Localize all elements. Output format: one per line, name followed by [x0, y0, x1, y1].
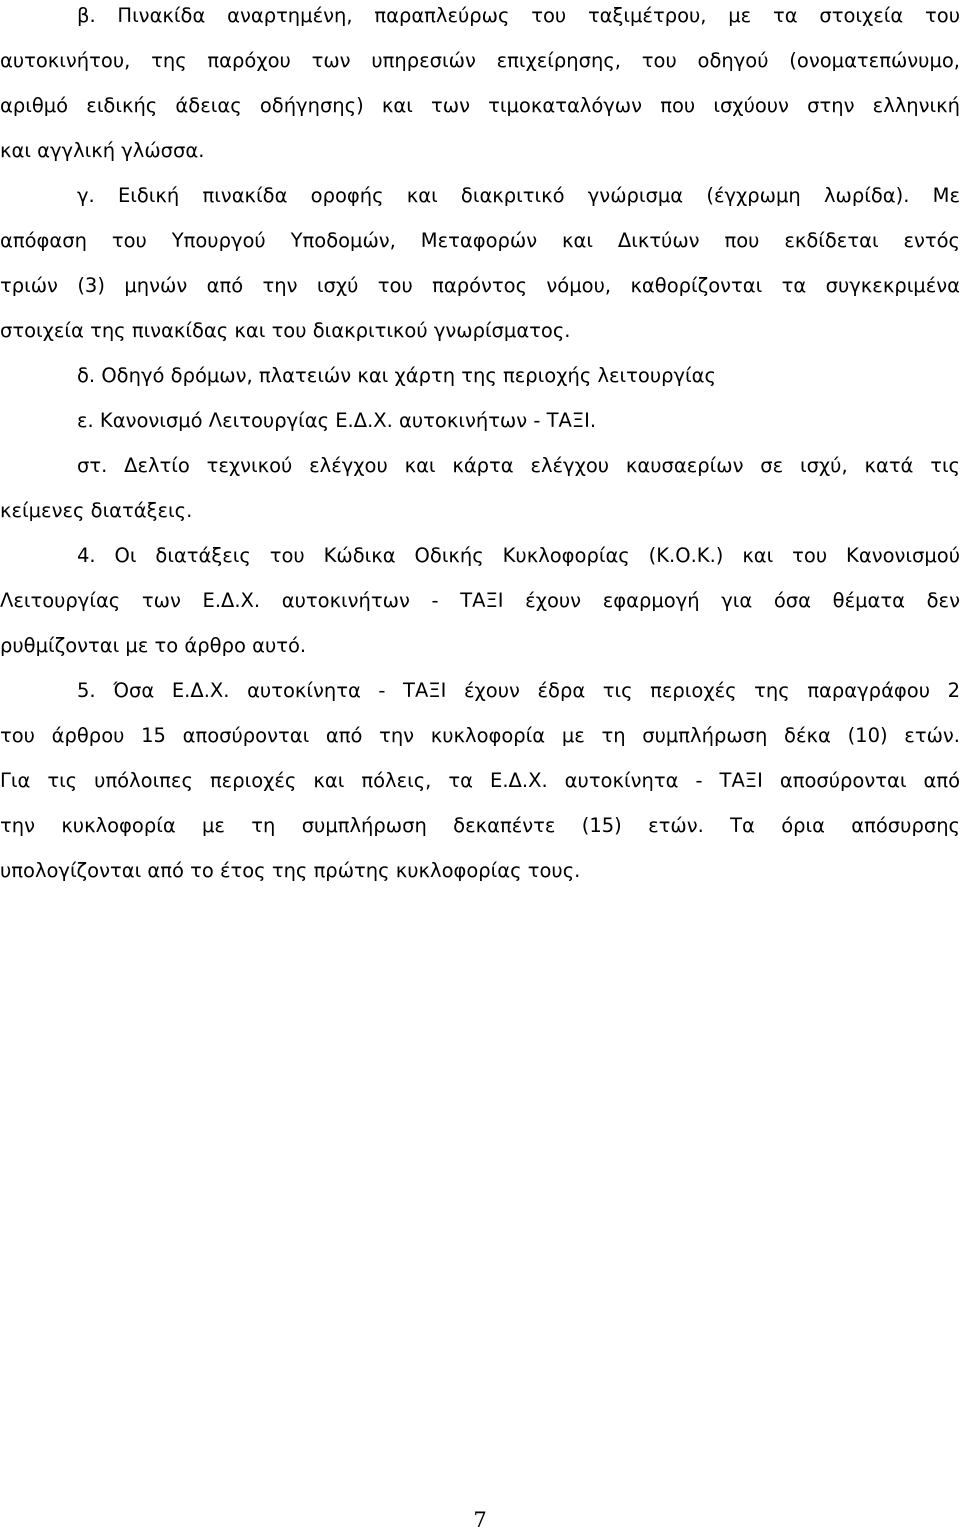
text-line: γ. Ειδική πινακίδα οροφής και διακριτικό γνώρισμα (έγχρωμη λωρίδα). Με — [77, 184, 960, 207]
text-line: ρυθμίζονται με το άρθρο αυτό. — [0, 634, 307, 657]
text-line: αριθμό ειδικής άδειας οδήγησης) και των τιμοκαταλόγων που ισχύουν στην ελληνική — [0, 94, 960, 117]
text-line: 5. Όσα Ε.Δ.Χ. αυτοκίνητα - ΤΑΞΙ έχουν έδρα τις περιοχές της παραγράφου 2 — [77, 679, 960, 702]
text-line: στ. Δελτίο τεχνικού ελέγχου και κάρτα ελέγχου καυσαερίων σε ισχύ, κατά τις — [77, 454, 960, 477]
text-line: ε. Κανονισμό Λειτουργίας Ε.Δ.Χ. αυτοκινήτων - ΤΑΞΙ. — [77, 409, 597, 432]
text-line: και αγγλική γλώσσα. — [0, 139, 205, 162]
text-line: β. Πινακίδα αναρτημένη, παραπλεύρως του ταξιμέτρου, με τα στοιχεία του — [77, 4, 960, 27]
text-line: υπολογίζονται από το έτος της πρώτης κυκλοφορίας τους. — [0, 859, 581, 882]
text-line: τριών (3) μηνών από την ισχύ του παρόντος νόμου, καθορίζονται τα συγκεκριμένα — [0, 274, 960, 297]
text-line: Λειτουργίας των Ε.Δ.Χ. αυτοκινήτων - ΤΑΞΙ έχουν εφαρμογή για όσα θέματα δεν — [0, 589, 960, 612]
text-line: κείμενες διατάξεις. — [0, 499, 193, 522]
text-line: απόφαση του Υπουργού Υποδομών, Μεταφορών και Δικτύων που εκδίδεται εντός — [0, 229, 960, 252]
page-number: 7 — [473, 1508, 487, 1532]
text-line: στοιχεία της πινακίδας και του διακριτικού γνωρίσματος. — [0, 319, 571, 342]
text-line: του άρθρου 15 αποσύρονται από την κυκλοφορία με τη συμπλήρωση δέκα (10) ετών. — [0, 724, 960, 747]
text-line: αυτοκινήτου, της παρόχου των υπηρεσιών επιχείρησης, του οδηγού (ονοματεπώνυμο, — [0, 49, 960, 72]
text-line: δ. Οδηγό δρόμων, πλατειών και χάρτη της περιοχής λειτουργίας — [77, 364, 716, 387]
text-line: την κυκλοφορία με τη συμπλήρωση δεκαπέντε (15) ετών. Τα όρια απόσυρσης — [0, 814, 960, 837]
text-line: Για τις υπόλοιπες περιοχές και πόλεις, τα Ε.Δ.Χ. αυτοκίνητα - ΤΑΞΙ αποσύρονται από — [0, 769, 960, 792]
text-line: 4. Οι διατάξεις του Κώδικα Οδικής Κυκλοφορίας (Κ.Ο.Κ.) και του Κανονισμού — [77, 544, 960, 567]
